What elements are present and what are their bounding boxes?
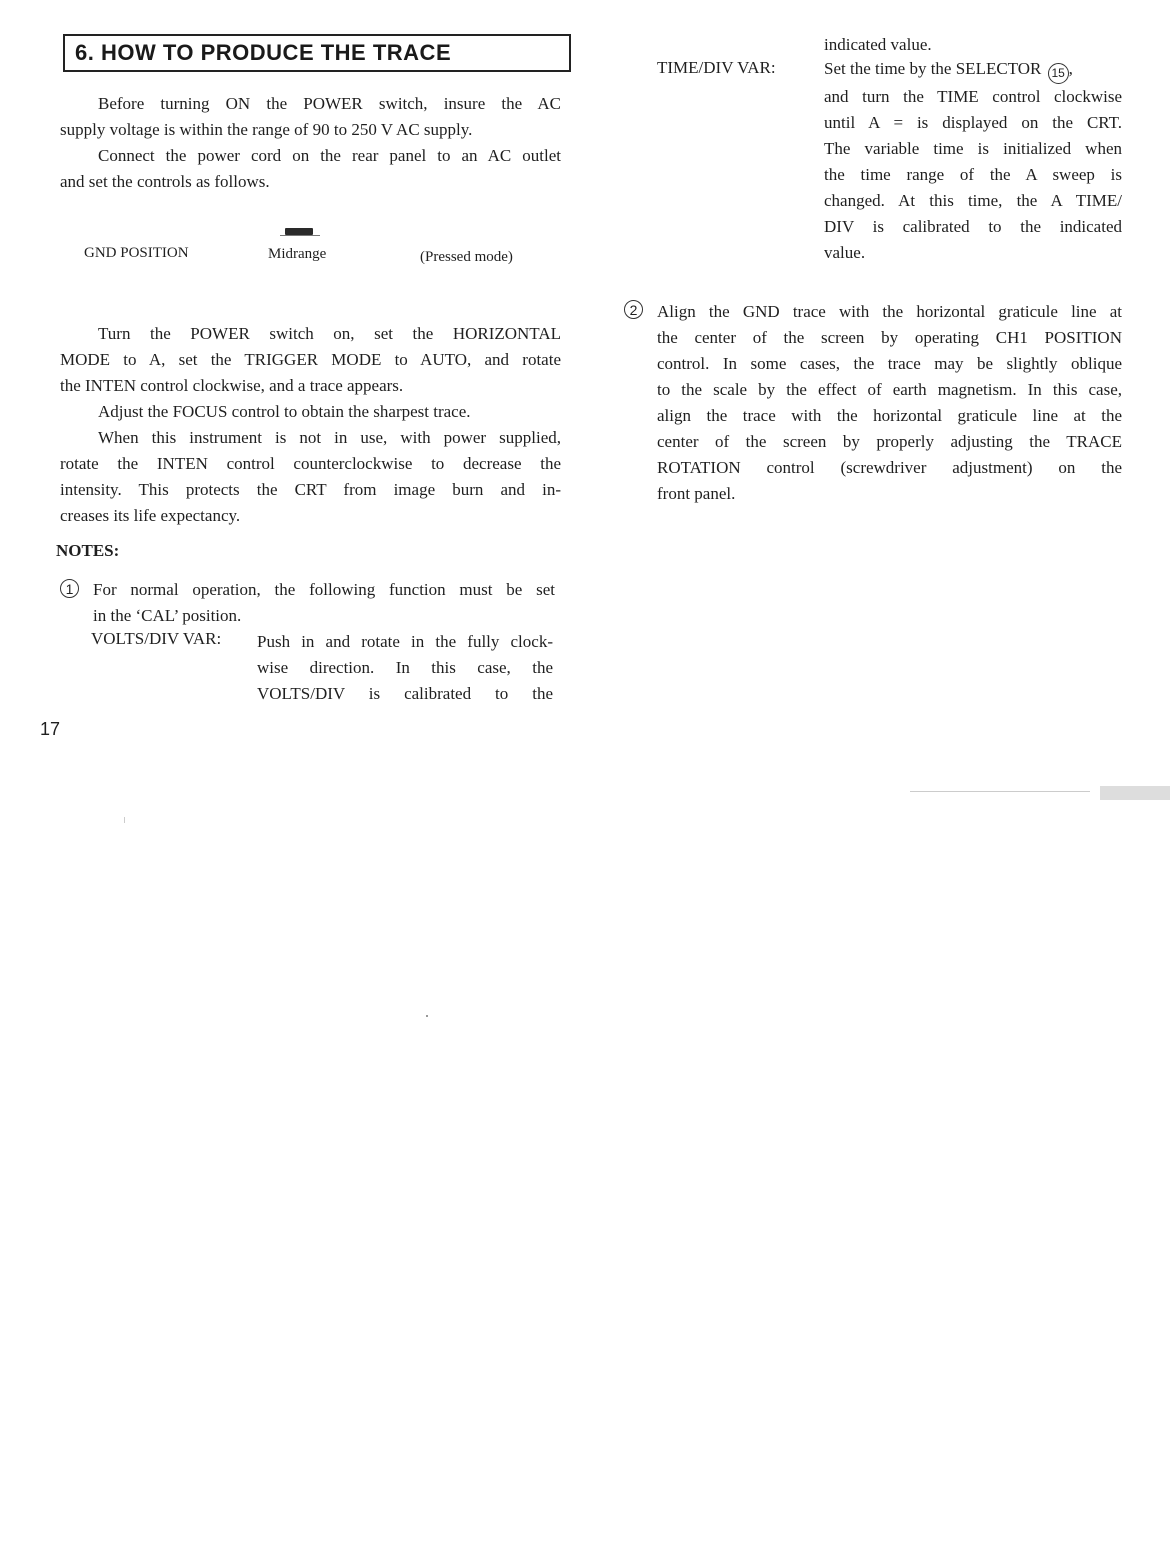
text-line: ROTATION control (screwdriver adjustment) on the [657,458,1122,477]
text-line: DIV is calibrated to the indicated [824,216,1122,236]
text-line: align the trace with the horizontal graticule line at the [657,406,1122,425]
scan-artifact [124,817,125,823]
text-line: Push in and rotate in the fully clock- [257,632,553,651]
text-line: VOLTS/DIV is calibrated to the [257,684,553,703]
text-line: front panel. [657,484,736,503]
text-line: rotate the INTEN control counterclockwise to decrease the [60,454,561,473]
text-line: intensity. This protects the CRT from image burn and in- [60,480,561,499]
text-line: Adjust the FOCUS control to obtain the sharpest trace. [98,402,471,421]
section-title-box [63,34,571,72]
knob-base-line [280,235,320,236]
text-line: and turn the TIME control clockwise [824,86,1122,106]
intro-paragraph-2 [60,143,561,195]
text-line: changed. At this time, the A TIME/ [824,190,1122,210]
text-line: The variable time is initialized when [824,138,1122,158]
setting-value: Midrange [268,246,327,262]
text-line: to the scale by the effect of earth magnetism. In this case, [657,380,1122,399]
text-line: the center of the screen by operating CH1 POSITION [657,328,1122,347]
text-line: supply voltage is within the range of 90 to 250 V AC supply. [60,120,473,139]
text-line: in the ‘CAL’ position. [93,606,242,625]
text-line: creases its life expectancy. [60,506,241,525]
text-line: until A = is displayed on the CRT. [824,112,1122,132]
pressed-knob-icon [285,228,313,235]
note-1-number-icon: 1 [60,579,79,598]
intro-paragraph-1 [60,91,561,143]
note-2-text [657,299,1122,507]
note-2-number-icon: 2 [624,300,643,319]
text-line [824,56,1122,84]
scan-artifact [1100,786,1170,800]
notes-heading: NOTES: [56,541,120,560]
time-div-var-label: TIME/DIV VAR: [657,58,776,77]
time-div-var-text [824,56,1122,266]
text-line: When this instrument is not in use, with power supplied, [98,428,561,447]
text-line: Align the GND trace with the horizontal graticule line at [657,302,1122,321]
setting-mode: (Pressed mode) [420,249,513,265]
section-title: 6. HOW TO PRODUCE THE TRACE [75,40,452,65]
scan-artifact [426,1015,428,1017]
text-line: Before turning ON the POWER switch, insure the AC [98,94,561,113]
volts-div-var-label: VOLTS/DIV VAR: [91,629,222,648]
text-line: center of the screen by properly adjusting the TRACE [657,432,1122,451]
text-line: and set the controls as follows. [60,172,270,191]
text-line: MODE to A, set the TRIGGER MODE to AUTO, and rotate [60,350,561,369]
text-line: indicated value. [824,35,932,54]
text-line: Connect the power cord on the rear panel to an AC outlet [98,146,561,165]
volts-div-var-continued [824,32,1122,58]
body-paragraph-3 [60,321,561,399]
volts-div-var-text [257,629,553,707]
scan-artifact [910,791,1090,792]
selector-number-icon: 15 [1048,63,1069,84]
text-line: wise direction. In this case, the [257,658,553,677]
setting-control: GND POSITION [84,245,189,261]
time-text-start: Set the time by the SELECTOR [824,59,1042,78]
body-paragraph-4 [60,399,561,425]
text-line: the INTEN control clockwise, and a trace appears. [60,376,404,395]
page-number: 17 [40,719,61,739]
text-line: the time range of the A sweep is [824,164,1122,184]
text-line: For normal operation, the following function must be set [93,580,555,599]
text-line: control. In some cases, the trace may be slightly oblique [657,354,1122,373]
body-paragraph-5 [60,425,561,529]
text-line: value. [824,242,866,262]
note-1-text [93,577,555,629]
text-line: Turn the POWER switch on, set the HORIZONTAL [98,324,561,343]
time-text-comma: , [1068,59,1073,78]
